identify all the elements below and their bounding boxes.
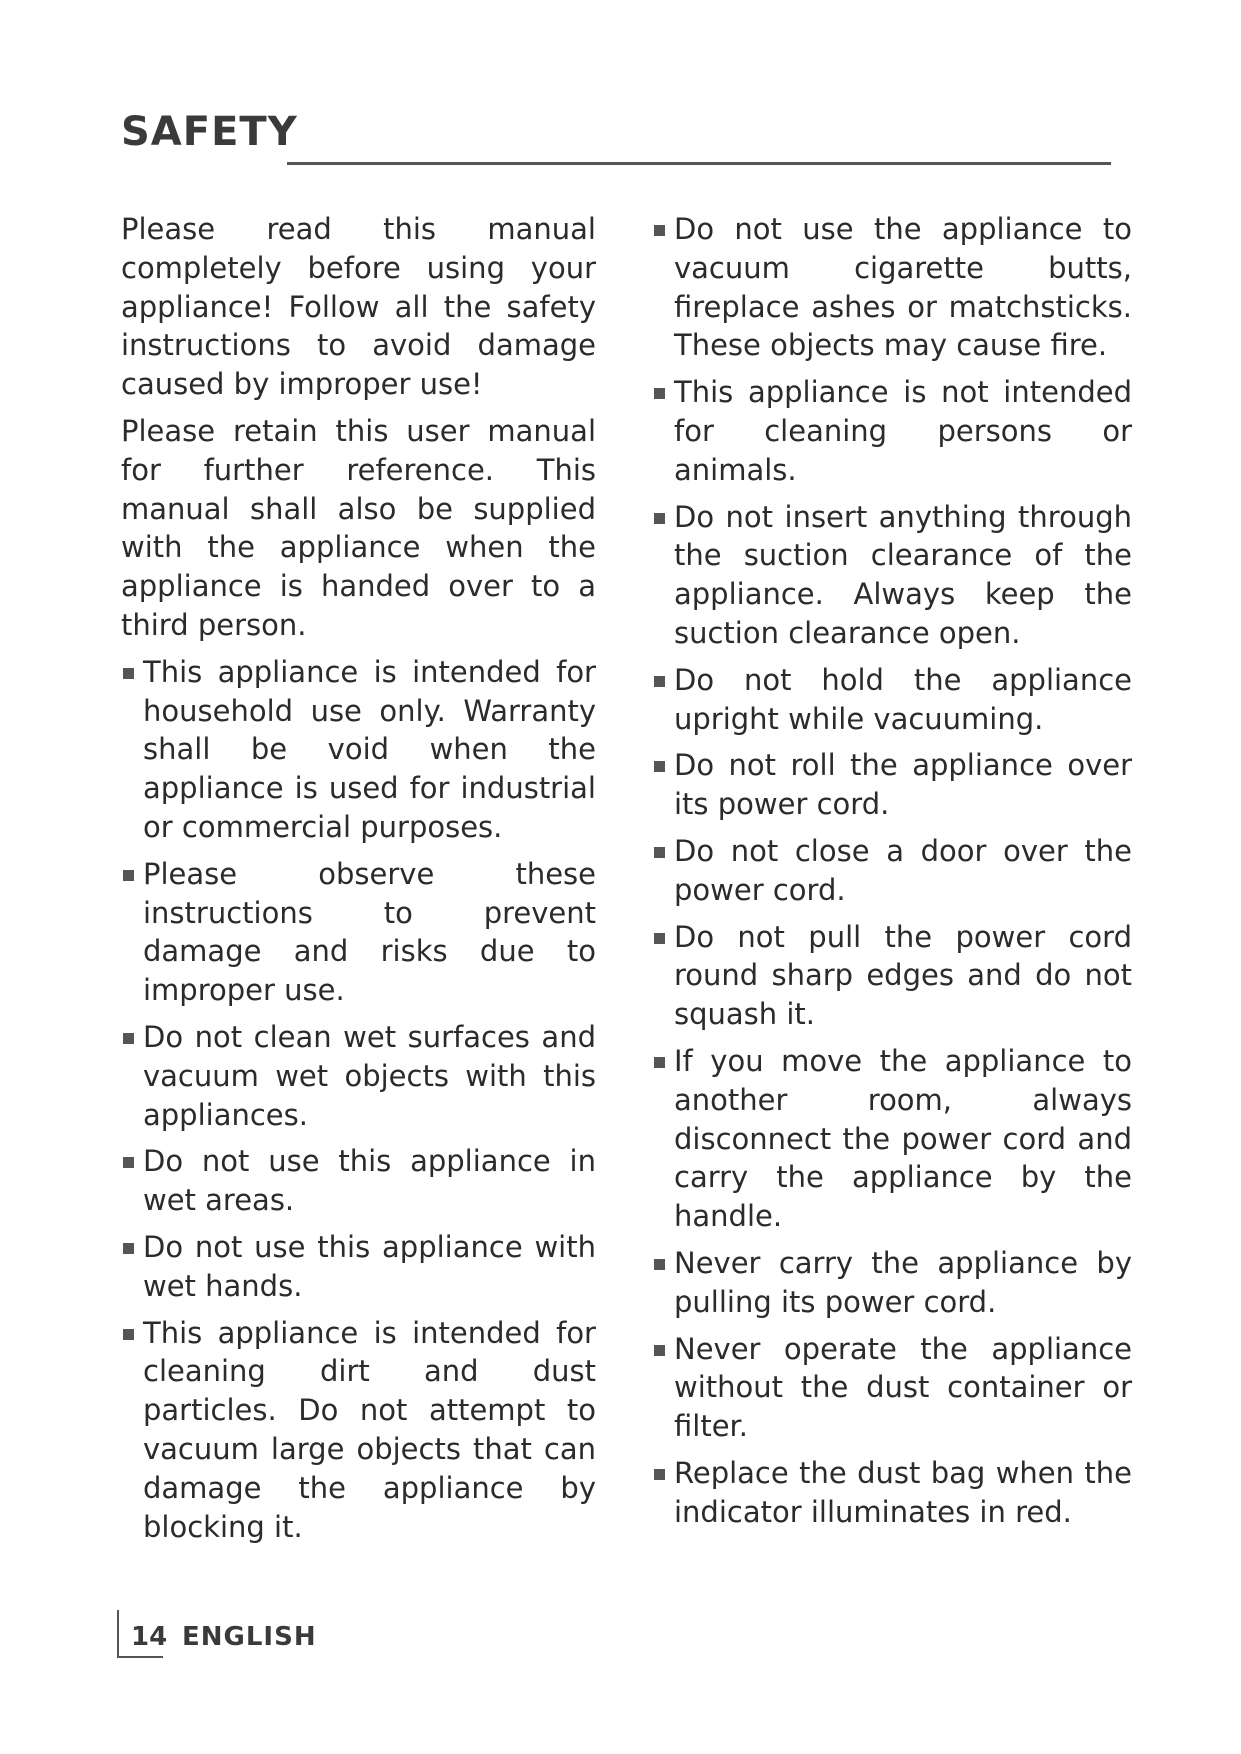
list-item-text: Do not clean wet surfaces and vacuum wet objects with this appliances.	[143, 1019, 596, 1132]
list-item	[652, 498, 1132, 653]
page-header	[121, 110, 1111, 166]
intro-paragraph: Please retain this user manual for further reference. This manual shall also be supplied with the appliance when the appliance is handed over to a third person.	[121, 413, 596, 642]
footer-horizontal-rule	[117, 1656, 163, 1658]
list-item	[652, 1454, 1132, 1532]
right-bullet-list	[652, 210, 1132, 1532]
square-bullet-icon	[654, 1057, 665, 1068]
list-item	[652, 746, 1132, 824]
header-rule	[287, 162, 1111, 165]
page-number: 14	[131, 1622, 168, 1652]
square-bullet-icon	[654, 761, 665, 772]
list-item-text: Do not use the appliance to vacuum cigarette butts, fireplace ashes or matchsticks. These objects may cause fire.	[674, 212, 1132, 363]
list-item-text: Do not use this appliance with wet hands.	[143, 1229, 596, 1303]
list-item-text: This appliance is intended for household use only. Warranty shall be void when the appliance is used for industrial or commercial purposes.	[143, 654, 596, 844]
right-column	[652, 210, 1132, 1540]
square-bullet-icon	[123, 1243, 134, 1254]
square-bullet-icon	[123, 1157, 134, 1168]
square-bullet-icon	[654, 847, 665, 858]
list-item	[121, 1142, 596, 1220]
square-bullet-icon	[123, 1329, 134, 1340]
intro-paragraph: Please read this manual completely before using your appliance! Follow all the safety instructions to avoid damage caused by improper use!	[121, 212, 596, 402]
list-item	[121, 1018, 596, 1134]
list-item-text: Do not use this appliance in wet areas.	[143, 1144, 596, 1218]
list-item	[652, 661, 1132, 739]
square-bullet-icon	[654, 513, 665, 524]
left-column	[121, 210, 596, 1554]
page-title: SAFETY	[121, 109, 298, 155]
square-bullet-icon	[654, 676, 665, 687]
list-item	[652, 1330, 1132, 1446]
list-item-text: If you move the appliance to another room, always disconnect the power cord and carry the appliance by the handle.	[674, 1043, 1132, 1234]
square-bullet-icon	[123, 870, 134, 881]
list-item-text: This appliance is intended for cleaning dirt and dust particles. Do not attempt to vacuum large objects that can damage the appliance by blocking it.	[143, 1315, 596, 1544]
square-bullet-icon	[654, 1259, 665, 1270]
list-item	[121, 855, 596, 1010]
square-bullet-icon	[123, 668, 134, 679]
list-item-text: This appliance is not intended for cleaning persons or animals.	[674, 375, 1132, 487]
square-bullet-icon	[654, 1469, 665, 1480]
square-bullet-icon	[654, 225, 665, 236]
list-item	[652, 1244, 1132, 1322]
list-item-text: Do not hold the appliance upright while vacuuming.	[674, 662, 1132, 736]
list-item-text: Do not roll the appliance over its power cord.	[674, 748, 1132, 822]
list-item	[121, 1228, 596, 1306]
list-item-text: Please observe these instructions to prevent damage and risks due to improper use.	[143, 856, 596, 1008]
list-item-text: Never carry the appliance by pulling its power cord.	[674, 1245, 1132, 1319]
square-bullet-icon	[654, 933, 665, 944]
left-bullet-list	[121, 653, 596, 1547]
list-item	[121, 1314, 596, 1547]
list-item	[652, 373, 1132, 489]
square-bullet-icon	[654, 388, 665, 399]
list-item-text: Replace the dust bag when the indicator illuminates in red.	[674, 1455, 1132, 1529]
list-item	[652, 210, 1132, 365]
square-bullet-icon	[123, 1033, 134, 1044]
square-bullet-icon	[654, 1345, 665, 1356]
list-item	[121, 653, 596, 847]
footer-vertical-rule	[117, 1610, 119, 1658]
list-item-text: Do not insert anything through the suction clearance of the appliance. Always keep the suction clearance open.	[674, 499, 1132, 650]
footer-language: ENGLISH	[182, 1622, 317, 1652]
list-item	[652, 832, 1132, 910]
list-item-text: Do not close a door over the power cord.	[674, 833, 1132, 907]
list-item-text: Do not pull the power cord round sharp edges and do not squash it.	[674, 919, 1132, 1032]
list-item	[652, 918, 1132, 1034]
list-item	[652, 1042, 1132, 1236]
list-item-text: Never operate the appliance without the dust container or filter.	[674, 1331, 1132, 1444]
